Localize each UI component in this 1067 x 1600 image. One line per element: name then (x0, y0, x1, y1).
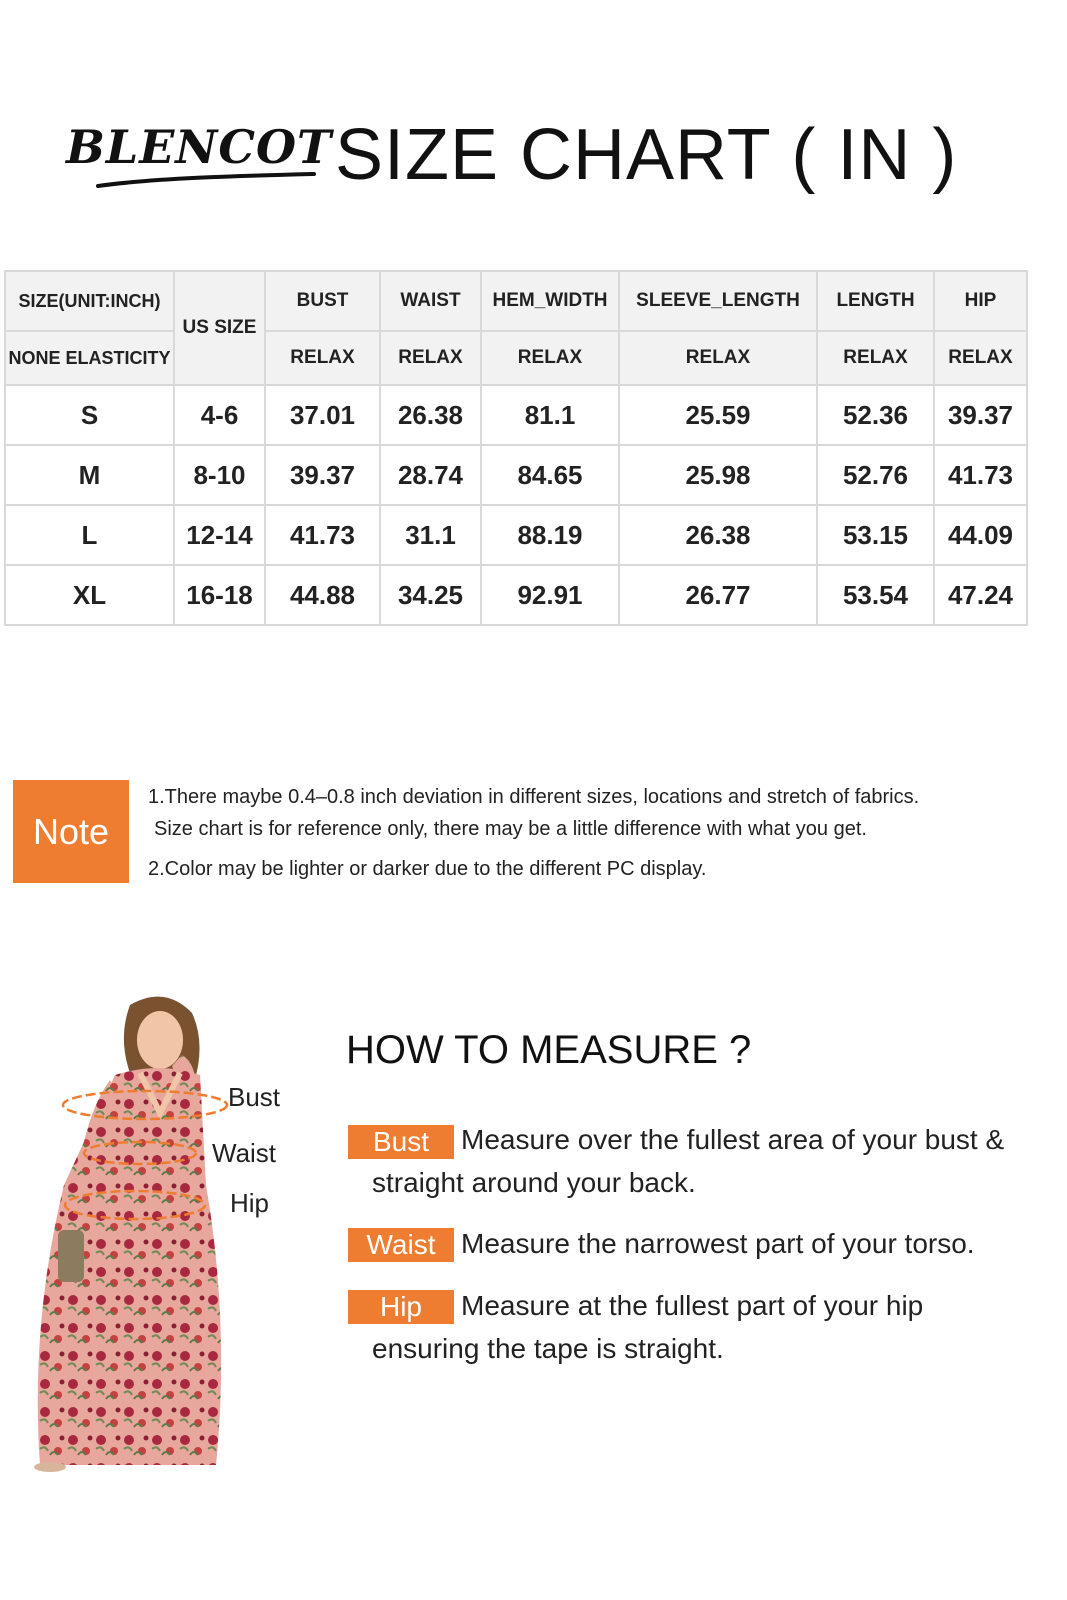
fit-header: RELAX (481, 331, 619, 385)
table-cell: 26.38 (619, 505, 817, 565)
figure-label-hip: Hip (230, 1188, 270, 1218)
size-table (4, 270, 1028, 626)
waist-description: Measure the narrowest part of your torso. (461, 1228, 975, 1259)
bust-tag: Bust (348, 1125, 454, 1159)
bust-description-cont: straight around your back. (372, 1167, 696, 1198)
table-cell: 41.73 (934, 445, 1027, 505)
fit-header: RELAX (817, 331, 934, 385)
figure-label-waist: Waist (212, 1138, 277, 1168)
size-cell: L (5, 505, 174, 565)
table-cell: 12-14 (174, 505, 265, 565)
column-header: HIP (934, 271, 1027, 331)
table-cell: 37.01 (265, 385, 380, 445)
table-cell: 31.1 (380, 505, 481, 565)
fit-header: RELAX (380, 331, 481, 385)
table-header-row (5, 271, 1027, 331)
size-cell: XL (5, 565, 174, 625)
page-title: SIZE CHART ( IN ) (335, 115, 958, 195)
brand-logo (66, 120, 333, 200)
table-row (5, 505, 1027, 565)
table-cell: 92.91 (481, 565, 619, 625)
header (60, 110, 1020, 210)
table-cell: 81.1 (481, 385, 619, 445)
table-cell: 26.38 (380, 385, 481, 445)
figure-label-bust: Bust (228, 1082, 281, 1112)
table-cell: 44.09 (934, 505, 1027, 565)
table-cell: 88.19 (481, 505, 619, 565)
table-cell: 8-10 (174, 445, 265, 505)
hip-tag: Hip (348, 1290, 454, 1324)
hip-description-cont: ensuring the tape is straight. (372, 1333, 724, 1364)
table-cell: 39.37 (934, 385, 1027, 445)
size-cell: S (5, 385, 174, 445)
table-cell: 16-18 (174, 565, 265, 625)
fit-header: RELAX (265, 331, 380, 385)
elasticity-header: NONE ELASTICITY (5, 331, 174, 385)
table-row (5, 565, 1027, 625)
table-cell: 4-6 (174, 385, 265, 445)
note-line-1: 1.There maybe 0.4–0.8 inch deviation in different sizes, locations and stretch of fabrics. (148, 786, 920, 808)
fit-header: RELAX (934, 331, 1027, 385)
note-line-2: Size chart is for reference only, there may be a little difference with what you get. (154, 818, 867, 840)
table-cell: 25.98 (619, 445, 817, 505)
us-size-header: US SIZE (174, 271, 265, 385)
size-cell: M (5, 445, 174, 505)
table-cell: 52.76 (817, 445, 934, 505)
model-illustration (10, 985, 310, 1475)
bust-description: Measure over the fullest area of your bust & (461, 1124, 1005, 1155)
table-cell: 39.37 (265, 445, 380, 505)
note-line-3: 2.Color may be lighter or darker due to the different PC display. (148, 858, 707, 880)
column-header: HEM_WIDTH (481, 271, 619, 331)
waist-tag: Waist (348, 1228, 454, 1262)
table-cell: 28.74 (380, 445, 481, 505)
table-row (5, 385, 1027, 445)
column-header: SLEEVE_LENGTH (619, 271, 817, 331)
logo-text: BLENCOT (66, 120, 333, 174)
size-unit-header: SIZE(UNIT:INCH) (5, 271, 174, 331)
table-cell: 53.54 (817, 565, 934, 625)
hip-description: Measure at the fullest part of your hip (461, 1290, 924, 1321)
column-header: WAIST (380, 271, 481, 331)
fit-header-row (5, 331, 1027, 385)
table-cell: 26.77 (619, 565, 817, 625)
column-header: BUST (265, 271, 380, 331)
table-cell: 47.24 (934, 565, 1027, 625)
column-header: LENGTH (817, 271, 934, 331)
table-cell: 34.25 (380, 565, 481, 625)
table-cell: 25.59 (619, 385, 817, 445)
table-cell: 84.65 (481, 445, 619, 505)
logo-swash-icon (96, 172, 316, 190)
table-row (5, 445, 1027, 505)
model-figure (10, 985, 310, 1475)
table-cell: 41.73 (265, 505, 380, 565)
table-cell: 53.15 (817, 505, 934, 565)
table-cell: 44.88 (265, 565, 380, 625)
fit-header: RELAX (619, 331, 817, 385)
note-badge: Note (13, 780, 129, 883)
table-cell: 52.36 (817, 385, 934, 445)
how-to-measure-title: HOW TO MEASURE ? (346, 1028, 752, 1072)
